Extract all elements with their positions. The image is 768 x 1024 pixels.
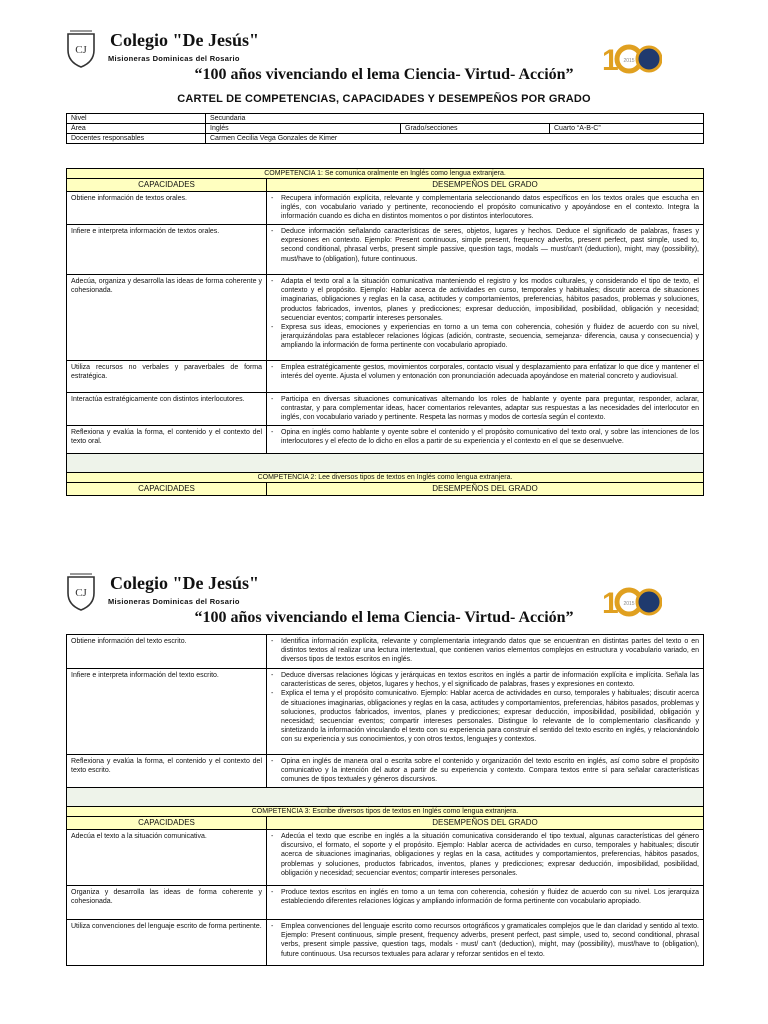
svg-text:2015: 2015 (623, 601, 635, 607)
table-row (67, 635, 704, 669)
table-row (67, 393, 704, 426)
capacidad-cell: Reflexiona y evalúa la forma, el contenido y el contexto del texto oral. (67, 425, 267, 453)
desempeno-text: Participa en diversas situaciones comunicativas alternando los roles de hablante y oyente para preguntar, responder, aclarar, contrastar, y para complementar ideas, hacer comentarios relevantes, adaptar sus respuestas a las necesidades del interlocutor en inglés, con vocabulario variado y pertinente. Respeta las normas y modos de cortesía según el contexto. (281, 396, 699, 422)
info-row (67, 114, 704, 124)
capacidad-cell: Utiliza convenciones del lenguaje escrito de forma pertinente. (67, 920, 267, 966)
info-table (66, 113, 704, 144)
centenary-logo-icon (600, 585, 662, 619)
area-value: Inglés (206, 124, 401, 134)
capacidad-cell: Utiliza recursos no verbales y paraverbales de forma estratégica. (67, 361, 267, 393)
table-row (67, 225, 704, 275)
capacidades-header: CAPACIDADES (67, 179, 267, 192)
desempeno-text: Adapta el texto oral a la situación comunicativa manteniendo el registro y los modos culturales, y considerando el tipo de texto, el contexto y el propósito. Ejemplo: Hablar acerca de actividades en curso, temporales y habituales; discutir acerca de situaciones imaginarias, obligaciones y reglas en la casa, actitudes y comportamientos, preferencias, hábitos pasados, problemas y soluciones, productos fabricados, inventos, planes y predicciones; expresar deducción, imposibilidad, posibilidad, obligación y necesidad; secuenciar eventos; compartir intereses personales. (281, 278, 699, 322)
capacidad-cell: Infiere e interpreta información de textos orales. (67, 225, 267, 275)
table-row (67, 830, 704, 886)
desempeno-text: Opina en inglés como hablante y oyente sobre el contenido y el propósito comunicativo del texto oral, y sobre las intenciones de los interlocutores y el efecto de lo dicho en ellos a partir de su experiencia y el contexto en el que se desenvuelve. (281, 428, 699, 445)
spacer-row (67, 453, 704, 472)
svg-text:1: 1 (602, 587, 619, 619)
competencia-3-title: COMPETENCIA 3: Escribe diversos tipos de textos en Inglés como lengua extranjera. (67, 807, 704, 817)
desempeno-cell: - Deduce diversas relaciones lógicas y jerárquicas en textos escritos en inglés a partir de información explícita e implícita. Señala las características de seres, objetos, lugares y hechos, y el significado de palabras, frases y expresiones en contexto. - Explica el tema y el propósito comunicativo. Ejemplo: Hablar acerca de actividades en curso, temporales y habituales; discutir acerca de situaciones imaginarias, obligaciones y reglas en la casa, actitudes y comportamientos, preferencias, hábitos pasados, problemas y soluciones, productos fabricados, inventos, planes y predicciones; expresar deducción, imposibilidad, posibilidad, obligación y necesidad; secuenciar eventos; compartir intereses personales. Distingue lo relevante de lo complementario clasificando y sintetizando la información vinculando el texto con su experiencia para construir el sentido del texto escrito en inglés, y relacionándolo con su experiencia y sus conocimientos, y con otros textos, lenguajes y contextos. (267, 669, 704, 755)
capacidades-header: CAPACIDADES (67, 817, 267, 830)
svg-text:CJ: CJ (75, 587, 87, 599)
desempeno-cell: - Participa en diversas situaciones comunicativas alternando los roles de hablante y oyente para preguntar, responder, aclarar, contrastar, y para complementar ideas, hacer comentarios relevantes, adaptar sus respuestas a las necesidades del interlocutor en inglés, con vocabulario variado y pertinente. Respeta las normas y modos de cortesía según el contexto. (267, 393, 704, 426)
capacidad-cell: Infiere e interpreta información del texto escrito. (67, 669, 267, 755)
info-row (67, 134, 704, 144)
table-row (67, 361, 704, 393)
desempeno-text: Explica el tema y el propósito comunicativo. Ejemplo: Hablar acerca de actividades en curso, temporales y habituales; discutir acerca de situaciones imaginarias, obligaciones y reglas en la casa, actitudes y comportamientos, preferencias, hábitos pasados, problemas y soluciones, productos fabricados, inventos, planes y predicciones; expresar deducción, imposibilidad, posibilidad, obligación y necesidad; secuenciar eventos; compartir intereses personales. Distingue lo relevante de lo complementario clasificando y sintetizando la información vinculando el texto con su experiencia para construir el sentido del texto escrito en inglés, y relacionándolo con su experiencia y sus conocimientos, y con otros textos, lenguajes y contextos. (281, 690, 699, 744)
desempeno-text: Opina en inglés de manera oral o escrita sobre el contenido y organización del texto escrito en inglés, así como sobre el propósito comunicativo y la intención del autor a partir de su experiencia y contexto. Compara textos entre sí para señalar características comunes de tipos textuales y géneros discursivos. (281, 758, 699, 784)
capacidad-cell: Adecúa, organiza y desarrolla las ideas de forma coherente y cohesionada. (67, 275, 267, 361)
table-row (67, 425, 704, 453)
desempeno-cell: - Opina en inglés de manera oral o escrita sobre el contenido y organización del texto escrito en inglés, así como sobre el propósito comunicativo y la intención del autor a partir de su experiencia y contexto. Compara textos entre sí para señalar características comunes de tipos textuales y géneros discursivos. (267, 755, 704, 788)
grado-label: Grado/secciones (401, 124, 550, 134)
svg-text:CJ: CJ (75, 44, 87, 56)
table-row (67, 669, 704, 755)
desempeno-cell: - Opina en inglés como hablante y oyente sobre el contenido y el propósito comunicativo del texto oral, y sobre las intenciones de los interlocutores y el efecto de lo dicho en ellos a partir de su experiencia y el contexto en el que se desenvuelve. (267, 425, 704, 453)
school-name: Colegio "De Jesús" (110, 573, 259, 593)
grado-value: Cuarto “A-B-C” (550, 124, 704, 134)
desempeno-text: Emplea convenciones del lenguaje escrito como recursos ortográficos y gramaticales complejos que le dan claridad y sentido al texto. Ejemplo: Present continuous, simple present, frequency adverbs, present perfect, past simple, used to, second conditional, phrasal verbs, present simple passive, question tags, modals - must/ can't (deduction), might, may (possibility), must/have to (obligation), future continuous. Usa recursos textuales para aclarar y reforzar sentidos en el texto. (281, 923, 699, 958)
area-label: Área (67, 124, 206, 134)
spacer-row (67, 788, 704, 807)
desempenos-header: DESEMPEÑOS DEL GRADO (267, 482, 704, 495)
nivel-value: Secundaria (206, 114, 704, 124)
school-subtitle: Misioneras Dominicas del Rosario (108, 597, 240, 606)
competencia-1-table (66, 168, 704, 496)
school-name: Colegio "De Jesús" (110, 30, 259, 50)
capacidad-cell: Reflexiona y evalúa la forma, el contenido y el contexto del texto escrito. (67, 755, 267, 788)
desempeno-cell: - Emplea estratégicamente gestos, movimientos corporales, contacto visual y desplazamiento para enfatizar lo que dice y mantener el interés del oyente. Ajusta el volumen y entonación con pronunciación adecuada apoyándose en material concreto y audiovisual. (267, 361, 704, 393)
table-row (67, 275, 704, 361)
centenary-logo-icon (600, 42, 662, 76)
desempeno-text: Adecúa el texto que escribe en inglés a la situación comunicativa considerando el tipo textual, algunas características del género discursivo, el formato, el soporte y el propósito. Ejemplo: Hablar acerca de actividades en curso, temporales y habituales; discutir acerca de situaciones imaginarias, obligaciones y reglas en la casa, actitudes y comportamientos, preferencias, hábitos pasados, problemas y soluciones, productos fabricados, inventos, planes y predicciones; expresar deducción, imposibilidad, posibilidad, obligación y necesidad; secuenciar eventos; compartir intereses personales. (281, 833, 699, 877)
table-row (67, 192, 704, 225)
desempeno-text: Identifica información explícita, relevante y complementaria integrando datos que se encuentran en distintas partes del texto o en distintos textos al realizar una lectura intertextual, que contienen varios elementos complejos en estructura y vocabulario variado, en diversos tipos de textos escritos en inglés. (281, 638, 699, 664)
school-crest-icon (64, 28, 98, 68)
desempeno-text: Deduce diversas relaciones lógicas y jerárquicas en textos escritos en inglés a partir de información explícita e implícita. Señala las características de seres, objetos, lugares y hechos, y el significado de palabras, frases y expresiones en contexto. (281, 672, 699, 689)
desempeno-cell: - Adapta el texto oral a la situación comunicativa manteniendo el registro y los modos culturales, y considerando el tipo de texto, el contexto y el propósito. Ejemplo: Hablar acerca de actividades en curso, temporales y habituales; discutir acerca de situaciones imaginarias, obligaciones y reglas en la casa, actitudes y comportamientos, preferencias, hábitos pasados, problemas y soluciones, productos fabricados, inventos, planes y predicciones; expresar deducción, imposibilidad, posibilidad, obligación y necesidad; secuenciar eventos; compartir intereses personales. - Expresa sus ideas, emociones y experiencias en torno a un tema con coherencia, cohesión y fluidez de acuerdo con su nivel, jerarquizándolas para establecer relaciones lógicas (adición, contraste, secuencia, semejanza- diferencia, causa y consecuencia) y ampliando la información de forma pertinente con vocabulario apropiado. (267, 275, 704, 361)
desempenos-header: DESEMPEÑOS DEL GRADO (267, 817, 704, 830)
desempeno-cell: - Produce textos escritos en inglés en torno a un tema con coherencia, cohesión y fluidez de acuerdo con su nivel. Los jerarquiza estableciendo diferentes relaciones lógicas y ampliando información de forma pertinente con vocabulario apropiado. (267, 886, 704, 920)
desempeno-text: Deduce información señalando características de seres, objetos, lugares y hechos. Deduce el significado de palabras, frases y expresiones en contexto. Ejemplo: Present continuous, simple present, frequency adverbs, present perfect, past simple, used to, second conditional, phrasal verbs, present simple passive, question tags, modals — must/can't (deduction), might, may (possibility), must/have to (obligation), future continuous. (281, 228, 699, 263)
competencia-2-table (66, 634, 704, 966)
desempeno-cell: - Adecúa el texto que escribe en inglés a la situación comunicativa considerando el tipo textual, algunas características del género discursivo, el formato, el soporte y el propósito. Ejemplo: Hablar acerca de actividades en curso, temporales y habituales; discutir acerca de situaciones imaginarias, obligaciones y reglas en la casa, actitudes y comportamientos, preferencias, hábitos pasados, problemas y soluciones, productos fabricados, inventos, planes y predicciones; expresar deducción, imposibilidad, posibilidad, obligación y necesidad; secuenciar eventos; compartir intereses personales. (267, 830, 704, 886)
desempenos-header: DESEMPEÑOS DEL GRADO (267, 179, 704, 192)
capacidad-cell: Organiza y desarrolla las ideas de forma coherente y cohesionada. (67, 886, 267, 920)
desempeno-text: Recupera información explícita, relevante y complementaria seleccionando datos específicos en los textos orales que escucha en inglés, con vocabulario variado y pertinente, reconociendo el propósito comunicativo y apoyándose en el contexto. Integra la información cuando es dicha en distintos momentos o por distintos interlocutores. (281, 195, 699, 221)
table-row (67, 886, 704, 920)
school-subtitle: Misioneras Dominicas del Rosario (108, 54, 240, 63)
svg-text:1: 1 (602, 44, 619, 76)
competencia-1-title: COMPETENCIA 1: Se comunica oralmente en Inglés como lengua extranjera. (67, 169, 704, 179)
desempeno-text: Expresa sus ideas, emociones y experiencias en torno a un tema con coherencia, cohesión y fluidez de acuerdo con su nivel, jerarquizándolas para establecer relaciones lógicas (adición, contraste, secuencia, semejanza- diferencia, causa y consecuencia) y ampliando la información de forma pertinente con vocabulario apropiado. (281, 324, 699, 350)
capacidad-cell: Obtiene información de textos orales. (67, 192, 267, 225)
school-motto: “100 años vivenciando el lema Ciencia- Virtud- Acción” (194, 609, 574, 626)
capacidad-cell: Interactúa estratégicamente con distintos interlocutores. (67, 393, 267, 426)
desempeno-cell: - Emplea convenciones del lenguaje escrito como recursos ortográficos y gramaticales complejos que le dan claridad y sentido al texto. Ejemplo: Present continuous, simple present, frequency adverbs, present perfect, past simple, used to, second conditional, phrasal verbs, present simple passive, question tags, modals - must/ can't (deduction), might, may (possibility), must/have to (obligation), future continuous. Usa recursos textuales para aclarar y reforzar sentidos en el texto. (267, 920, 704, 966)
nivel-label: Nivel (67, 114, 206, 124)
page-2 (0, 541, 768, 1024)
capacidad-cell: Adecúa el texto a la situación comunicativa. (67, 830, 267, 886)
desempeno-text: Emplea estratégicamente gestos, movimientos corporales, contacto visual y desplazamiento para enfatizar lo que dice y mantener el interés del oyente. Ajusta el volumen y entonación con pronunciación adecuada apoyándose en material concreto y audiovisual. (281, 364, 699, 381)
table-row (67, 755, 704, 788)
docentes-value: Carmen Cecilia Vega Gonzales de Kimer (206, 134, 704, 144)
desempeno-cell: - Recupera información explícita, relevante y complementaria seleccionando datos específicos en los textos orales que escucha en inglés, con vocabulario variado y pertinente, reconociendo el propósito comunicativo y apoyándose en el contexto. Integra la información cuando es dicha en distintos momentos o por distintos interlocutores. (267, 192, 704, 225)
docentes-label: Docentes responsables (67, 134, 206, 144)
school-crest-icon (64, 571, 98, 611)
info-row (67, 124, 704, 134)
table-row (67, 920, 704, 966)
desempeno-cell: - Deduce información señalando características de seres, objetos, lugares y hechos. Deduce el significado de palabras, frases y expresiones en contexto. Ejemplo: Present continuous, simple present, frequency adverbs, present perfect, past simple, used to, second conditional, phrasal verbs, present simple passive, question tags, modals — must/can't (deduction), might, may (possibility), must/have to (obligation), future continuous. (267, 225, 704, 275)
competencia-2-title: COMPETENCIA 2: Lee diversos tipos de textos en Inglés como lengua extranjera. (67, 472, 704, 482)
desempeno-text: Produce textos escritos en inglés en torno a un tema con coherencia, cohesión y fluidez de acuerdo con su nivel. Los jerarquiza estableciendo diferentes relaciones lógicas y ampliando información de forma pertinente con vocabulario apropiado. (281, 889, 699, 906)
document-title: CARTEL DE COMPETENCIAS, CAPACIDADES Y DESEMPEÑOS POR GRADO (177, 93, 591, 105)
capacidad-cell: Obtiene información del texto escrito. (67, 635, 267, 669)
capacidades-header: CAPACIDADES (67, 482, 267, 495)
desempeno-cell: - Identifica información explícita, relevante y complementaria integrando datos que se encuentran en distintas partes del texto o en distintos textos al realizar una lectura intertextual, que contienen varios elementos complejos en estructura y vocabulario variado, en diversos tipos de textos escritos en inglés. (267, 635, 704, 669)
school-motto: “100 años vivenciando el lema Ciencia- Virtud- Acción” (194, 66, 574, 83)
svg-text:2015: 2015 (623, 58, 635, 64)
